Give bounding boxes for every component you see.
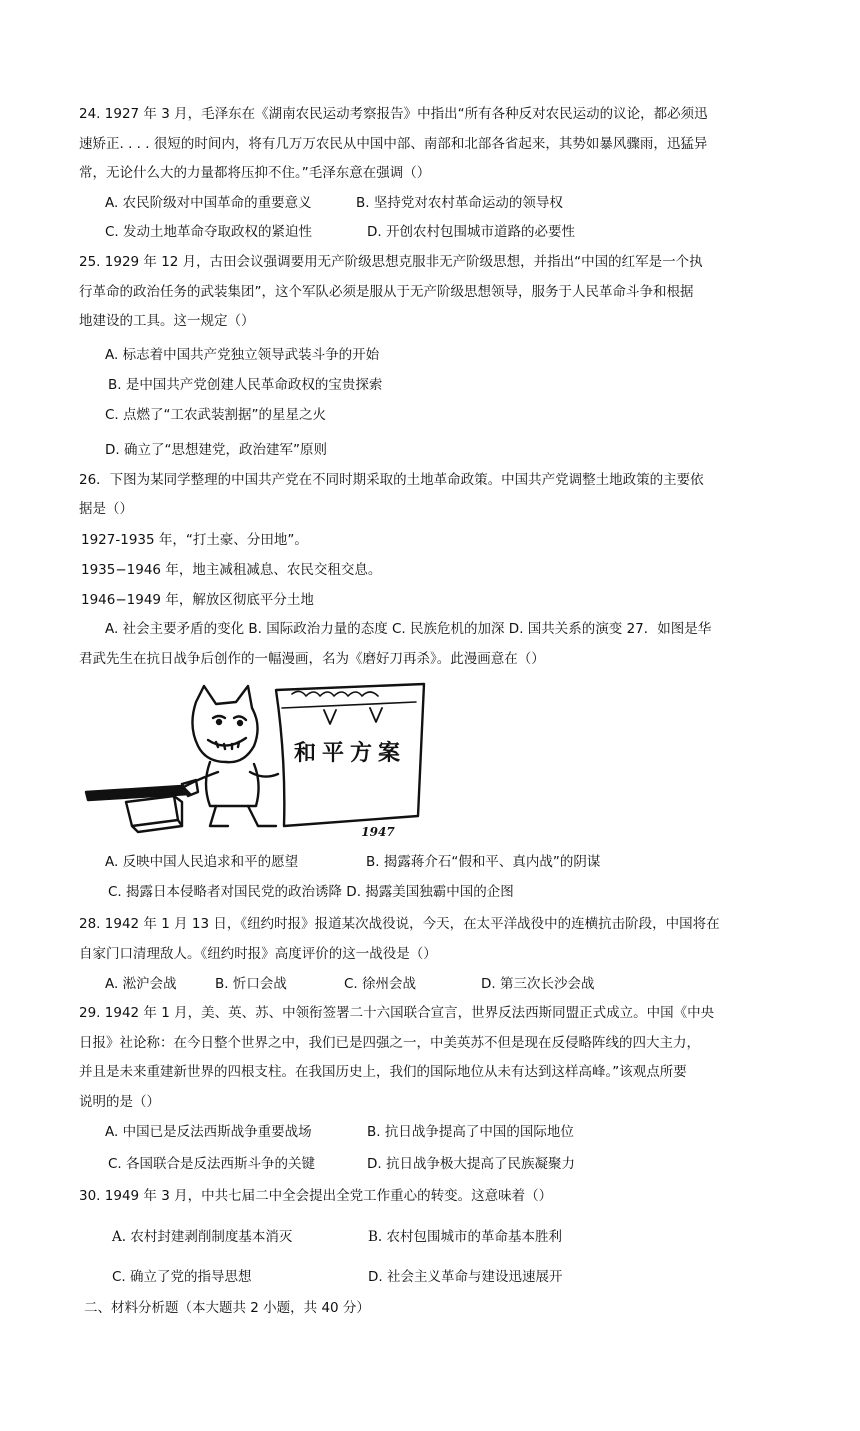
q29-stem-line1: 29. 1942 年 1 月，美、英、苏、中领衔签署二十六国联合宣言，世界反法西斯同盟正式成立。中国《中央 — [79, 1005, 715, 1021]
q28-option-b: B. 忻口会战 — [215, 976, 287, 992]
q24-option-b: B. 坚持党对农村革命运动的领导权 — [356, 195, 563, 211]
cartoon-sign-text: 和平方案 — [293, 740, 407, 766]
q30-option-c: C. 确立了党的指导思想 — [112, 1269, 252, 1285]
q24-option-d: D. 开创农村包围城市道路的必要性 — [367, 224, 575, 240]
q25-option-d: D. 确立了“思想建党，政治建军”原则 — [105, 442, 327, 458]
section2-heading: 二、材料分析题（本大题共 2 小题，共 40 分） — [84, 1300, 370, 1316]
q28-option-d: D. 第三次长沙会战 — [481, 976, 595, 992]
q29-stem-line4: 说明的是（） — [79, 1094, 160, 1110]
cartoon-image — [78, 680, 428, 840]
q24-option-c: C. 发动土地革命夺取政权的紧迫性 — [105, 224, 313, 240]
q26-policy-1: 1927-1935 年，“打土豪、分田地”。 — [81, 532, 308, 548]
q30-option-d: D. 社会主义革命与建设迅速展开 — [368, 1269, 563, 1285]
q25-stem-line3: 地建设的工具。这一规定（） — [79, 313, 255, 329]
q25-option-b: B. 是中国共产党创建人民革命政权的宝贵探索 — [108, 377, 383, 393]
q29-option-d: D. 抗日战争极大提高了民族凝聚力 — [367, 1156, 575, 1172]
q29-stem-line2: 日报》社论称：在今日整个世界之中，我们已是四强之一，中美英苏不但是现在反侵略阵线的四大主力， — [79, 1035, 700, 1051]
q29-stem-line3: 并且是未来重建新世界的四根支柱。在我国历史上，我们的国际地位从未有达到这样高峰。”该观点所要 — [79, 1064, 687, 1080]
q28-stem-line2: 自家门口清理敌人。《纽约时报》高度评价的这一战役是（） — [79, 946, 437, 962]
q25-stem-line1: 25. 1929 年 12 月，古田会议强调要用无产阶级思想克服非无产阶级思想，并指出“中国的红军是一个执 — [79, 254, 703, 270]
q26-policy-3: 1946−1949 年，解放区彻底平分土地 — [81, 592, 314, 608]
q26-stem-line2: 据是（） — [79, 501, 133, 517]
q27-option-b: B. 揭露蒋介石“假和平、真内战”的阴谋 — [366, 854, 601, 870]
q24-stem-line2: 速矫正. . . . 很短的时间内，将有几万万农民从中国中部、南部和北部各省起来，其势如暴风骤雨，迅猛异 — [79, 136, 708, 152]
q29-option-c: C. 各国联合是反法西斯斗争的关键 — [108, 1156, 316, 1172]
q24-option-a: A. 农民阶级对中国革命的重要意义 — [105, 195, 312, 211]
q27-stem-line2: 君武先生在抗日战争后创作的一幅漫画，名为《磨好刀再杀》。此漫画意在（） — [79, 651, 545, 667]
q24-stem-line1: 24. 1927 年 3 月，毛泽东在《湖南农民运动考察报告》中指出“所有各种反对农民运动的议论，都必须迅 — [79, 106, 708, 122]
q24-stem-line3: 常，无论什么大的力量都将压抑不住。”毛泽东意在强调（） — [79, 165, 431, 181]
q25-stem-line2: 行革命的政治任务的武装集团”，这个军队必须是服从于无产阶级思想领导，服务于人民革命斗争和根据 — [79, 284, 694, 300]
q28-option-c: C. 徐州会战 — [344, 976, 417, 992]
q30-option-a: A. 农村封建剥削制度基本消灭 — [112, 1229, 293, 1245]
q26-options: A. 社会主要矛盾的变化 B. 国际政治力量的态度 C. 民族危机的加深 D. 国共关系的演变 27．如图是华 — [105, 621, 712, 637]
q28-stem-line1: 28. 1942 年 1 月 13 日，《纽约时报》报道某次战役说，今天，在太平洋战役中的连横抗击阶段，中国将在 — [79, 916, 720, 932]
cartoon-year: 1947 — [361, 825, 395, 839]
q26-stem-line1: 26．下图为某同学整理的中国共产党在不同时期采取的土地革命政策。中国共产党调整土地政策的主要依 — [79, 472, 704, 488]
q25-option-c: C. 点燃了“工农武装割据”的星星之火 — [105, 407, 326, 423]
q25-option-a: A. 标志着中国共产党独立领导武装斗争的开始 — [105, 347, 380, 363]
q30-option-b: B. 农村包围城市的革命基本胜利 — [368, 1229, 563, 1245]
q26-policy-2: 1935−1946 年，地主减租减息、农民交租交息。 — [81, 562, 382, 578]
q29-option-b: B. 抗日战争提高了中国的国际地位 — [367, 1124, 574, 1140]
q30-stem-line1: 30. 1949 年 3 月，中共七届二中全会提出全党工作重心的转变。这意味着（） — [79, 1188, 553, 1204]
q29-option-a: A. 中国已是反法西斯战争重要战场 — [105, 1124, 312, 1140]
q28-option-a: A. 淞沪会战 — [105, 976, 177, 992]
q27-option-cd: C. 揭露日本侵略者对国民党的政治诱降 D. 揭露美国独霸中国的企图 — [108, 884, 514, 900]
q27-option-a: A. 反映中国人民追求和平的愿望 — [105, 854, 299, 870]
